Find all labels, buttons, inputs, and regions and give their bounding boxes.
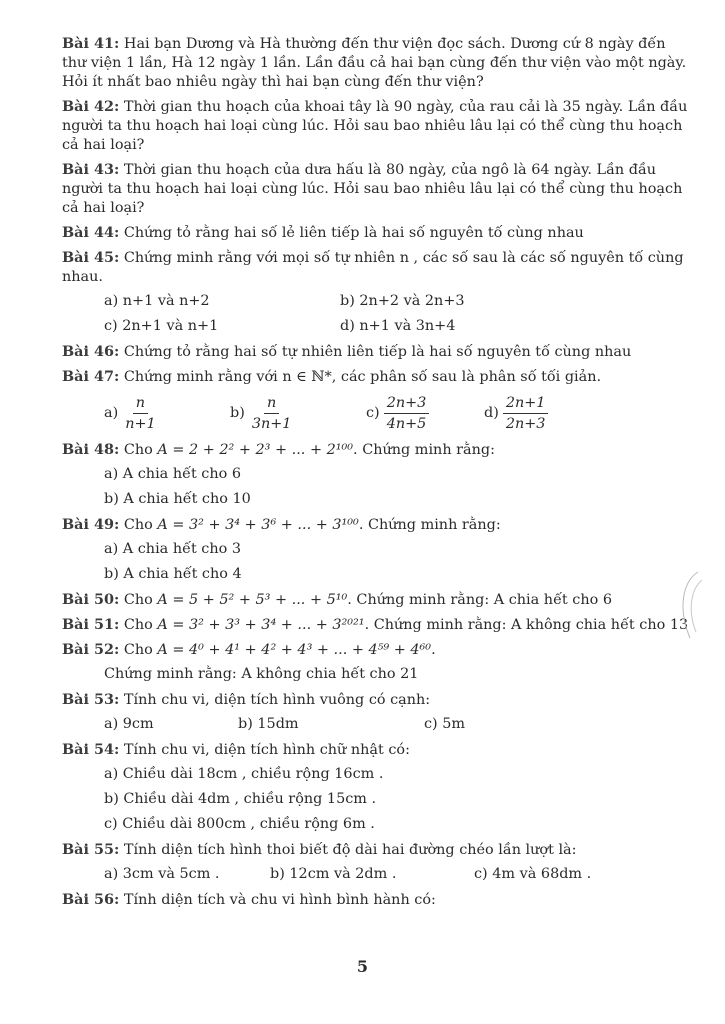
problem-53: Bài 53: Tính chu vi, diện tích hình vuông có cạnh: (62, 691, 431, 708)
problem-52: Bài 52: Cho A = 4⁰ + 4¹ + 4² + 4³ + ... + 4⁵⁹ + 4⁶⁰. (62, 641, 436, 658)
sub-item: a) A chia hết cho 6 (104, 466, 242, 482)
option: b) 15dm (238, 716, 299, 732)
problem-45-options-row2 (104, 317, 692, 336)
problem-43: Bài 43: Thời gian thu hoạch của dưa hấu là 80 ngày, của ngô là 64 ngày. Lần đầu người ta thu hoạch hai loại cùng lúc. Hỏi sau bao nhiêu lâu lại có thể cùng thu hoạch cả hai loại? (62, 161, 683, 216)
problem-44: Bài 44: Chứng tỏ rằng hai số lẻ liên tiếp là hai số nguyên tố cùng nhau (62, 224, 584, 241)
problem-52-line2: Chứng minh rằng: A không chia hết cho 21 (104, 666, 419, 682)
problem-53-options (104, 715, 692, 734)
option: a) n+1 và n+2 (104, 293, 210, 309)
problem-55-options (104, 865, 692, 884)
math-expression: A = 5 + 5² + 5³ + ... + 5¹⁰ (157, 592, 348, 608)
sub-item: a) A chia hết cho 3 (104, 541, 242, 557)
problem-56: Bài 56: Tính diện tích và chu vi hình bình hành có: (62, 891, 436, 908)
option: a) 3cm và 5cm . (104, 866, 220, 882)
problem-46: Bài 46: Chứng tỏ rằng hai số tự nhiên liên tiếp là hai số nguyên tố cùng nhau (62, 343, 632, 360)
fraction-item: a) $\frac{n}{n+1}$ (104, 393, 230, 434)
option: a) 9cm (104, 716, 154, 732)
problem-49: Bài 49: Cho A = 3² + 3⁴ + 3⁶ + ... + 3¹⁰⁰. Chứng minh rằng: (62, 516, 501, 533)
fraction-item: c) $\frac{2n+3}{4n+5}$ (366, 393, 484, 434)
option: d) n+1 và 3n+4 (340, 318, 456, 334)
fraction: $\frac{n}{n+1}$ (125, 395, 156, 432)
sub-item: b) A chia hết cho 10 (104, 491, 251, 507)
problem-50: Bài 50: Cho A = 5 + 5² + 5³ + ... + 5¹⁰. Chứng minh rằng: A chia hết cho 6 (62, 591, 613, 608)
problem-48: Bài 48: Cho A = 2 + 2² + 2³ + ... + 2¹⁰⁰. Chứng minh rằng: (62, 441, 495, 458)
math-expression: A = 3² + 3³ + 3⁴ + ... + 3²⁰²¹ (157, 617, 365, 633)
sub-item: a) Chiều dài 18cm , chiều rộng 16cm . (104, 766, 384, 782)
sub-item: b) A chia hết cho 4 (104, 566, 242, 582)
math-expression: A = 3² + 3⁴ + 3⁶ + ... + 3¹⁰⁰ (157, 517, 359, 533)
problem-51: Bài 51: Cho A = 3² + 3³ + 3⁴ + ... + 3²⁰²¹. Chứng minh rằng: A không chia hết cho 13 (62, 616, 689, 633)
fraction-item: d) $\frac{2n+1}{2n+3}$ (484, 393, 548, 434)
faint-stamp-mark (672, 570, 706, 640)
option: b) 12cm và 2dm . (270, 866, 397, 882)
option: c) 5m (424, 716, 466, 732)
fraction: $\frac{n}{3n+1}$ (251, 395, 292, 432)
problem-54: Bài 54: Tính chu vi, diện tích hình chữ nhật có: (62, 741, 410, 758)
option: b) 2n+2 và 2n+3 (340, 293, 465, 309)
sub-item: b) Chiều dài 4dm , chiều rộng 15cm . (104, 791, 377, 807)
sub-item: c) Chiều dài 800cm , chiều rộng 6m . (104, 816, 375, 832)
problem-45-options-row1 (104, 292, 692, 311)
math-expression: A = 2 + 2² + 2³ + ... + 2¹⁰⁰ (157, 442, 354, 458)
problem-55: Bài 55: Tính diện tích hình thoi biết độ dài hai đường chéo lần lượt là: (62, 841, 577, 858)
problem-41: Bài 41: Hai bạn Dương và Hà thường đến thư viện đọc sách. Dương cứ 8 ngày đến thư viện 1 lần, Hà 12 ngày 1 lần. Lần đầu cả hai bạn cùng đến thư viện vào một ngày. Hỏi ít nhất bao nhiêu ngày thì hai bạn cùng đến thư viện? (62, 35, 687, 90)
fraction: $\frac{2n+1}{2n+3}$ (503, 393, 549, 434)
page-number: 5 (356, 957, 369, 976)
worksheet-page (62, 34, 692, 915)
math-expression: A = 4⁰ + 4¹ + 4² + 4³ + ... + 4⁵⁹ + 4⁶⁰ (157, 642, 432, 658)
fraction: $\frac{2n+3}{4n+5}$ (384, 393, 430, 434)
problem-47-fractions (104, 393, 692, 434)
option: c) 2n+1 và n+1 (104, 318, 219, 334)
problem-47: Bài 47: Chứng minh rằng với n ∈ ℕ*, các phân số sau là phân số tối giản. (62, 368, 602, 385)
fraction-item: b) $\frac{n}{3n+1}$ (230, 393, 366, 434)
problem-42: Bài 42: Thời gian thu hoạch của khoai tây là 90 ngày, của rau cải là 35 ngày. Lần đầu người ta thu hoạch hai loại cùng lúc. Hỏi sau bao nhiêu lâu lại có thể cùng thu hoạch cả hai loại? (62, 98, 688, 153)
option: c) 4m và 68dm . (474, 866, 592, 882)
problem-45: Bài 45: Chứng minh rằng với mọi số tự nhiên n , các số sau là các số nguyên tố cùng nhau. (62, 249, 684, 285)
